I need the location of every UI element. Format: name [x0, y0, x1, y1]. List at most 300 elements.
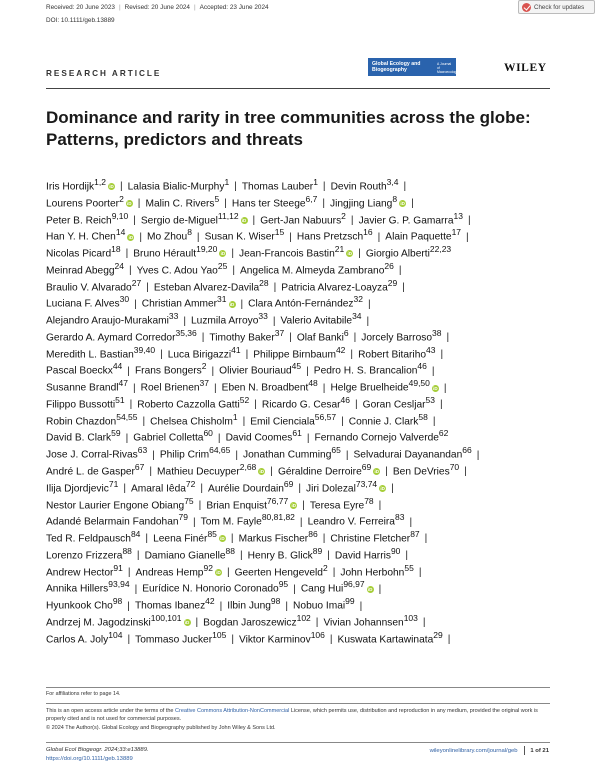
author-affiliation-number[interactable]: 15: [274, 227, 285, 238]
author-affiliation-number[interactable]: 104: [108, 629, 123, 640]
author-name[interactable]: Devin Routh: [330, 181, 387, 193]
author-affiliation-number[interactable]: 17: [451, 227, 462, 238]
author-name[interactable]: Tommaso Jucker: [135, 634, 213, 646]
author-affiliation-number[interactable]: 61: [292, 428, 302, 439]
author-affiliation-number[interactable]: 76,77: [266, 495, 289, 506]
author-affiliation-number[interactable]: 41: [231, 344, 241, 355]
author-name[interactable]: Ilbin Jung: [227, 600, 271, 612]
author-separator: |: [464, 466, 467, 478]
article-doi[interactable]: DOI: 10.1111/geb.13889: [46, 17, 115, 24]
author-affiliation-number[interactable]: 75: [184, 495, 194, 506]
author-affiliation-number[interactable]: 2,68: [239, 462, 257, 473]
author-separator: |: [367, 298, 371, 310]
author-separator: |: [134, 298, 137, 310]
author-separator: |: [431, 365, 435, 377]
author-name[interactable]: Ilija Djordjevic: [46, 483, 109, 495]
author-name[interactable]: Thomas Ibanez: [134, 600, 206, 612]
author-affiliation-number[interactable]: 1: [313, 177, 318, 187]
author-affiliation-number[interactable]: 1,2: [94, 177, 106, 187]
author-name[interactable]: Amaral Iêda: [130, 483, 186, 495]
author-name[interactable]: Frans Bongers: [134, 365, 202, 377]
author-name[interactable]: Hans ter Steege: [231, 198, 306, 210]
author-separator: |: [145, 533, 149, 545]
author-separator: |: [403, 181, 407, 193]
author-affiliation-number[interactable]: 99: [345, 596, 355, 607]
author-affiliation-number[interactable]: 53: [425, 394, 435, 405]
author-affiliation-number[interactable]: 18: [111, 244, 121, 255]
author-name[interactable]: André L. de Gasper: [46, 466, 135, 478]
author-affiliation-number[interactable]: 70: [449, 462, 460, 473]
author-name[interactable]: Philippe Birnbaum: [253, 349, 336, 361]
author-name[interactable]: John Herbohn: [340, 567, 405, 578]
publisher-logo[interactable]: WILEY: [504, 62, 547, 74]
author-affiliation-number[interactable]: 98: [270, 596, 281, 607]
author-name[interactable]: Hans Pretzsch: [296, 231, 364, 243]
author-name[interactable]: Fernando Cornejo Valverde: [314, 432, 439, 444]
author-line: [46, 375, 556, 392]
author-name[interactable]: Filippo Bussotti: [46, 399, 116, 411]
author-line: [46, 425, 556, 442]
author-name[interactable]: Luca Birigazzi: [167, 349, 232, 361]
author-separator: |: [322, 181, 326, 193]
author-name[interactable]: Christian Ammer: [141, 298, 218, 310]
author-affiliation-number[interactable]: 37: [199, 378, 209, 389]
author-name[interactable]: Brian Enquist: [206, 499, 267, 511]
author-separator: |: [211, 365, 215, 377]
author-name[interactable]: Viktor Karminov: [238, 634, 311, 646]
author-name[interactable]: Robin Chazdon: [46, 416, 117, 428]
author-affiliation-number[interactable]: 47: [118, 378, 128, 389]
author-name[interactable]: Susan K. Wiser: [204, 231, 275, 243]
author-separator: |: [466, 231, 469, 243]
author-affiliation-number[interactable]: 86: [308, 529, 318, 540]
author-separator: |: [440, 349, 444, 361]
author-affiliation-number[interactable]: 6,7: [305, 193, 318, 204]
author-separator: |: [327, 550, 330, 562]
author-name[interactable]: Gert-Jan Nabuurs: [260, 214, 342, 226]
author-name[interactable]: Angelica M. Almeyda Zambrano: [239, 265, 385, 277]
author-affiliation-number[interactable]: 58: [418, 411, 428, 422]
author-name[interactable]: Roel Brienen: [140, 382, 200, 394]
author-affiliation-number[interactable]: 33: [258, 311, 268, 322]
author-name[interactable]: Pascal Boeckx: [46, 365, 113, 377]
author-name[interactable]: Jonathan Cumming: [243, 449, 332, 461]
author-affiliation-number[interactable]: 39,40: [133, 344, 156, 355]
author-name[interactable]: Jiri Dolezal: [306, 483, 356, 495]
author-affiliation-number[interactable]: 25: [217, 260, 228, 271]
author-affiliation-number[interactable]: 100,101: [150, 612, 182, 623]
date-separator: |: [193, 4, 196, 11]
author-name[interactable]: Connie J. Clark: [348, 416, 419, 428]
author-name[interactable]: Vivian Johannsen: [323, 617, 404, 629]
author-name[interactable]: Ted R. Feldpausch: [46, 533, 131, 545]
author-affiliation-number[interactable]: 16: [363, 227, 373, 238]
author-affiliation-number[interactable]: 106: [310, 629, 325, 640]
author-affiliation-number[interactable]: 78: [364, 495, 374, 506]
author-separator: |: [226, 567, 230, 578]
author-separator: |: [201, 332, 205, 344]
author-affiliation-number[interactable]: 64,65: [209, 445, 231, 456]
author-affiliation-number[interactable]: 26: [384, 260, 394, 271]
author-name[interactable]: Emil Cienciala: [250, 416, 315, 428]
author-affiliation-number[interactable]: 54,55: [116, 411, 138, 422]
journal-logo[interactable]: [368, 58, 459, 76]
author-name[interactable]: Ricardo G. Cesar: [261, 399, 341, 411]
author-affiliation-number[interactable]: 56,57: [314, 411, 337, 422]
author-separator: |: [224, 198, 227, 210]
author-name[interactable]: Andrew Hector: [46, 567, 114, 578]
author-name[interactable]: Selvadurai Dayanandan: [353, 449, 463, 461]
author-affiliation-number[interactable]: 6: [343, 327, 349, 338]
author-line: [46, 543, 556, 560]
orcid-icon[interactable]: iD: [374, 469, 379, 475]
author-affiliation-number[interactable]: 83: [394, 512, 405, 523]
author-affiliation-number[interactable]: 43: [426, 344, 436, 355]
orcid-icon[interactable]: iD: [433, 385, 438, 391]
author-name[interactable]: Lorenzo Frizzera: [46, 550, 123, 562]
author-name[interactable]: Valerio Avitabile: [280, 315, 353, 327]
orcid-icon[interactable]: iD: [109, 184, 114, 190]
author-separator: |: [127, 600, 130, 612]
author-line: [46, 224, 556, 241]
author-name[interactable]: Ben DeVries: [392, 466, 450, 478]
author-affiliation-number[interactable]: 62: [438, 428, 449, 439]
orcid-icon[interactable]: iD: [347, 251, 352, 257]
title-line-1: Dominance and rarity in tree communities across the globe:: [46, 108, 531, 127]
author-affiliation-number[interactable]: 5: [214, 193, 220, 204]
orcid-icon[interactable]: iD: [380, 486, 385, 492]
author-name[interactable]: Kuswata Kartawinata: [337, 634, 434, 646]
author-affiliation-number[interactable]: 88: [122, 545, 132, 556]
author-separator: |: [322, 533, 326, 545]
author-separator: |: [398, 265, 402, 277]
author-affiliation-number[interactable]: 46: [340, 394, 351, 405]
author-affiliation-number[interactable]: 44: [112, 361, 123, 372]
author-name[interactable]: Luzmila Arroyo: [191, 315, 259, 327]
author-affiliation-number[interactable]: 89: [312, 545, 323, 556]
author-affiliation-number[interactable]: 33: [168, 311, 179, 322]
author-affiliation-number[interactable]: 69: [361, 462, 372, 473]
author-name[interactable]: Javier G. P. Gamarra: [358, 214, 454, 226]
author-name[interactable]: Luciana F. Alves: [46, 298, 120, 310]
author-affiliation-number[interactable]: 102: [296, 612, 311, 623]
author-affiliation-number[interactable]: 21: [334, 244, 345, 255]
author-name[interactable]: Robert Bitariho: [358, 349, 427, 361]
author-separator: |: [293, 583, 296, 595]
author-affiliation-number[interactable]: 31: [217, 294, 227, 305]
author-affiliation-number[interactable]: 34: [352, 311, 362, 322]
author-name[interactable]: Bogdan Jaroszewicz: [203, 617, 297, 629]
doi-link[interactable]: https://doi.org/10.1111/geb.13889: [46, 755, 133, 762]
author-name[interactable]: Han Y. H. Chen: [46, 231, 116, 243]
orcid-icon[interactable]: iD: [291, 502, 296, 508]
author-name[interactable]: Jean-Francois Bastin: [239, 248, 335, 260]
orcid-icon[interactable]: iD: [241, 217, 247, 223]
author-affiliation-number[interactable]: 14: [115, 227, 126, 238]
author-name[interactable]: Roberto Cazzolla Gatti: [137, 399, 240, 411]
author-affiliation-number[interactable]: 52: [239, 394, 250, 405]
author-affiliation-number[interactable]: 3,4: [386, 177, 399, 187]
check-updates-icon: [522, 3, 531, 12]
author-affiliation-number[interactable]: 8: [392, 193, 398, 204]
author-affiliation-number[interactable]: 22,23: [429, 244, 452, 255]
author-name[interactable]: Markus Fischer: [238, 533, 309, 545]
author-affiliation-number[interactable]: 105: [212, 629, 227, 640]
author-affiliation-number[interactable]: 51: [115, 394, 125, 405]
author-line: [46, 593, 556, 610]
author-name[interactable]: Damiano Gianelle: [144, 550, 226, 562]
author-separator: |: [443, 382, 447, 394]
author-affiliation-number[interactable]: 92: [203, 562, 213, 573]
author-name[interactable]: Malin C. Rivers: [145, 198, 215, 210]
author-name[interactable]: Lourens Poorter: [46, 198, 120, 210]
author-name[interactable]: Jorcely Barroso: [361, 332, 433, 344]
author-name[interactable]: Clara Antón-Fernández: [248, 298, 354, 310]
author-affiliation-number[interactable]: 65: [331, 445, 341, 456]
author-name[interactable]: Andrzej M. Jagodzinski: [46, 617, 151, 629]
author-separator: |: [119, 181, 123, 193]
author-affiliation-number[interactable]: 67: [134, 462, 145, 473]
author-name[interactable]: Pedro H. S. Brancalion: [313, 365, 418, 377]
author-affiliation-number[interactable]: 91: [113, 562, 123, 573]
author-name[interactable]: Gabriel Colletta: [133, 432, 204, 444]
author-name[interactable]: Andreas Hemp: [135, 567, 204, 578]
author-name[interactable]: Giorgio Alberti: [365, 248, 430, 260]
author-affiliation-number[interactable]: 38: [432, 327, 442, 338]
author-affiliation-number[interactable]: 95: [278, 579, 289, 590]
author-separator: |: [127, 567, 131, 578]
author-name[interactable]: Susanne Brandl: [46, 382, 119, 394]
author-affiliation-number[interactable]: 42: [205, 596, 215, 607]
check-for-updates-button[interactable]: [518, 0, 595, 14]
author-affiliation-number[interactable]: 84: [130, 529, 141, 540]
orcid-icon[interactable]: iD: [127, 201, 132, 207]
author-name[interactable]: Thomas Lauber: [241, 181, 314, 193]
orcid-icon[interactable]: iD: [229, 301, 235, 307]
affiliations-divider: [46, 687, 550, 688]
author-name[interactable]: Meinrad Abegg: [46, 265, 115, 277]
author-separator: |: [235, 449, 239, 461]
author-name[interactable]: Bruno Hérault: [133, 248, 197, 260]
author-separator: |: [123, 483, 126, 495]
author-separator: |: [350, 349, 354, 361]
author-affiliation-number[interactable]: 30: [119, 294, 130, 305]
author-line: [46, 627, 556, 644]
author-name[interactable]: Mathieu Decuyper: [157, 466, 240, 478]
author-affiliation-number[interactable]: 11,12: [217, 210, 239, 221]
author-line: [46, 459, 556, 476]
author-affiliation-number[interactable]: 27: [131, 277, 142, 288]
author-affiliation-number[interactable]: 69: [283, 478, 294, 489]
article-dates: [46, 4, 269, 11]
orcid-icon[interactable]: iD: [259, 469, 265, 475]
author-separator: |: [315, 617, 319, 629]
author-name[interactable]: Timothy Baker: [209, 332, 275, 344]
author-name[interactable]: Leandro V. Ferreira: [307, 516, 395, 528]
author-name[interactable]: Alain Paquette: [385, 231, 452, 243]
author-affiliation-number[interactable]: 55: [404, 562, 414, 573]
author-name[interactable]: Chelsea Chisholm: [150, 416, 233, 428]
author-name[interactable]: Nicolas Picard: [46, 248, 112, 260]
author-name[interactable]: Henry B. Glick: [247, 550, 313, 562]
author-separator: |: [440, 399, 443, 411]
author-affiliation-number[interactable]: 46: [417, 361, 427, 372]
orcid-icon[interactable]: iD: [220, 536, 225, 542]
author-affiliation-number[interactable]: 29: [433, 629, 443, 640]
author-affiliation-number[interactable]: 87: [410, 529, 420, 540]
footer-divider: [46, 742, 550, 743]
author-separator: |: [133, 214, 136, 226]
author-line: [46, 392, 556, 409]
author-name[interactable]: Iris Hordijk: [46, 181, 95, 193]
author-affiliation-number[interactable]: 59: [111, 428, 121, 439]
author-separator: |: [137, 198, 141, 210]
author-name[interactable]: Lalasia Bialic-Murphy: [127, 181, 225, 193]
orcid-icon[interactable]: iD: [367, 586, 373, 592]
author-name[interactable]: Aurélie Dourdain: [208, 483, 284, 495]
author-name[interactable]: Eben N. Broadbent: [221, 382, 309, 394]
author-name[interactable]: Peter B. Reich: [46, 214, 112, 226]
author-separator: |: [149, 466, 153, 478]
author-affiliation-number[interactable]: 8: [187, 227, 192, 238]
author-affiliation-number[interactable]: 90: [390, 545, 401, 556]
author-separator: |: [232, 265, 235, 277]
author-affiliation-number[interactable]: 29: [387, 277, 398, 288]
author-affiliation-number[interactable]: 2: [201, 361, 207, 372]
author-name[interactable]: Braulio V. Alvarado: [46, 281, 132, 293]
author-affiliation-number[interactable]: 72: [185, 478, 196, 489]
author-name[interactable]: Olivier Bouriaud: [219, 365, 292, 377]
author-separator: |: [432, 416, 436, 428]
author-name[interactable]: Teresa Eyre: [309, 499, 365, 511]
author-affiliation-number[interactable]: 98: [112, 596, 123, 607]
author-separator: |: [353, 332, 357, 344]
author-name[interactable]: Patricia Alvarez-Loayza: [281, 281, 388, 293]
author-name[interactable]: Leena Finér: [153, 533, 208, 545]
author-affiliation-number[interactable]: 103: [403, 612, 418, 623]
author-affiliation-number[interactable]: 66: [462, 445, 472, 456]
author-affiliation-number[interactable]: 79: [178, 512, 189, 523]
author-affiliation-number[interactable]: 24: [114, 260, 124, 271]
author-affiliation-number[interactable]: 1: [232, 411, 238, 422]
author-separator: |: [254, 399, 257, 411]
author-name[interactable]: Carlos A. Joly: [46, 634, 109, 646]
author-name[interactable]: Christine Fletcher: [330, 533, 411, 545]
author-affiliation-number[interactable]: 49,50: [408, 378, 430, 389]
license-pre: This is an open access article under the terms of the: [46, 708, 176, 714]
author-affiliation-number[interactable]: 2: [341, 210, 346, 221]
author-separator: |: [270, 466, 273, 478]
author-separator: |: [298, 483, 302, 495]
author-separator: |: [302, 499, 305, 511]
author-name[interactable]: Olaf Banki: [296, 332, 344, 344]
affiliations-note: For affiliations refer to page 14.: [46, 691, 121, 697]
author-name[interactable]: Adandé Belarmain Fandohan: [46, 516, 179, 528]
author-affiliation-number[interactable]: 96,97: [343, 579, 365, 590]
author-name[interactable]: Geerten Hengeveld: [234, 567, 323, 578]
author-line: [46, 526, 556, 543]
author-affiliation-number[interactable]: 9,10: [111, 210, 129, 221]
author-name[interactable]: Alejandro Araujo-Murakami: [46, 315, 169, 327]
author-name[interactable]: Jose J. Corral-Rivas: [46, 449, 138, 461]
author-name[interactable]: Helge Bruelheide: [330, 382, 409, 394]
author-separator: |: [142, 416, 146, 428]
author-separator: |: [391, 483, 394, 495]
orcid-icon[interactable]: iD: [400, 201, 405, 207]
author-name[interactable]: Meredith L. Bastian: [46, 349, 134, 361]
author-separator: |: [272, 315, 276, 327]
author-affiliation-number[interactable]: 2: [322, 562, 328, 573]
author-affiliation-number[interactable]: 93,94: [108, 579, 130, 590]
author-separator: |: [418, 567, 422, 578]
orcid-icon[interactable]: iD: [216, 570, 221, 575]
author-name[interactable]: Sergio de-Miguel: [140, 214, 218, 226]
author-separator: |: [447, 634, 451, 646]
author-affiliation-number[interactable]: 85: [207, 529, 217, 540]
check-updates-label: Check for updates: [534, 3, 585, 11]
orcid-icon[interactable]: iD: [220, 251, 226, 257]
author-affiliation-number[interactable]: 13: [453, 210, 463, 221]
author-line: [46, 208, 556, 225]
author-name[interactable]: David B. Clark: [46, 432, 112, 444]
author-name[interactable]: Cang Hui: [300, 583, 344, 595]
author-name[interactable]: Géraldine Derroire: [277, 466, 362, 478]
author-affiliation-number[interactable]: 37: [274, 327, 285, 338]
orcid-icon[interactable]: iD: [128, 234, 134, 240]
author-name[interactable]: Philip Crim: [159, 449, 210, 461]
author-name[interactable]: Hyunkook Cho: [46, 600, 113, 612]
author-name[interactable]: Annika Hillers: [46, 583, 109, 595]
author-name[interactable]: Jingjing Liang: [330, 198, 393, 210]
author-affiliation-number[interactable]: 71: [108, 478, 119, 489]
author-affiliation-number[interactable]: 80,81,82: [261, 512, 295, 523]
author-name[interactable]: David Harris: [334, 550, 391, 562]
author-affiliation-number[interactable]: 19,20: [196, 244, 218, 255]
author-name[interactable]: Mo Zhou: [146, 231, 188, 243]
author-name[interactable]: Eurídice N. Honorio Coronado: [142, 583, 279, 595]
license-link[interactable]: Creative Commons Attribution-NonCommercial: [175, 708, 290, 714]
author-affiliation-number[interactable]: 28: [259, 277, 269, 288]
author-separator: |: [217, 432, 221, 444]
author-affiliation-number[interactable]: 63: [137, 445, 148, 456]
author-affiliation-number[interactable]: 73,74: [355, 478, 378, 489]
author-separator: |: [134, 583, 138, 595]
author-affiliation-number[interactable]: 35,36: [175, 327, 197, 338]
orcid-icon[interactable]: iD: [184, 620, 190, 626]
author-affiliation-number[interactable]: 2: [119, 193, 124, 204]
author-name[interactable]: Gerardo A. Aymard Corredor: [46, 332, 176, 344]
author-affiliation-number[interactable]: 48: [308, 378, 318, 389]
author-line: [46, 358, 556, 375]
author-separator: |: [446, 332, 450, 344]
journal-url-link[interactable]: wileyonlinelibrary.com/journal/geb: [429, 747, 518, 754]
author-affiliation-number[interactable]: 1: [224, 177, 230, 187]
author-name[interactable]: Yves C. Adou Yao: [136, 265, 218, 277]
author-affiliation-number[interactable]: 45: [291, 361, 302, 372]
author-name[interactable]: Tom M. Fayle: [200, 516, 262, 528]
author-affiliation-number[interactable]: 32: [353, 294, 363, 305]
author-name[interactable]: Nobuo Imai: [293, 600, 346, 612]
author-affiliation-number[interactable]: 60: [203, 428, 213, 439]
author-name[interactable]: Esteban Alvarez-Davila: [153, 281, 260, 293]
author-separator: |: [289, 332, 292, 344]
author-name[interactable]: Goran Cesljar: [362, 399, 426, 411]
author-name[interactable]: Nestor Laurier Engone Obiang: [46, 499, 185, 511]
author-separator: |: [193, 516, 196, 528]
author-affiliation-number[interactable]: 42: [335, 344, 346, 355]
author-affiliation-number[interactable]: 88: [225, 545, 236, 556]
author-name[interactable]: David Coomes: [225, 432, 293, 444]
